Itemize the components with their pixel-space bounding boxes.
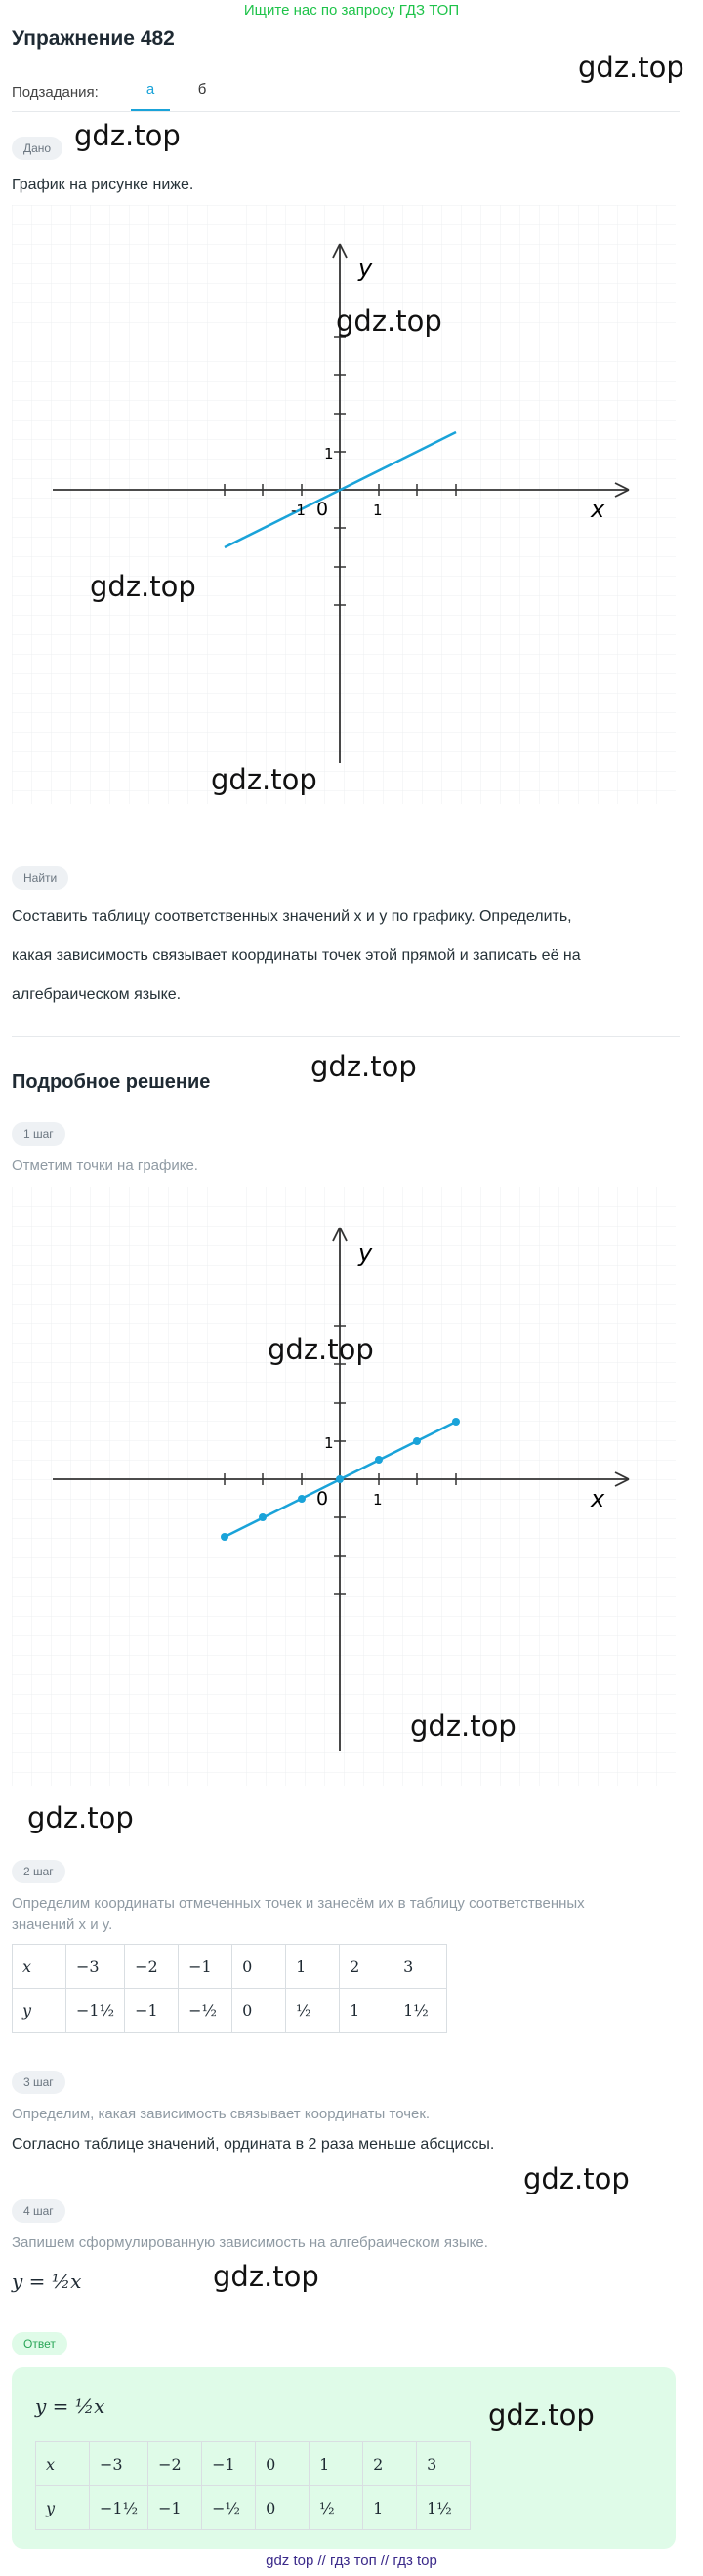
table-cell: −2 [125, 1945, 179, 1989]
table-cell: −1 [179, 1945, 232, 1989]
table-cell: −1 [125, 1989, 179, 2033]
table-cell: y [13, 1989, 66, 2033]
watermark: gdz.top [74, 119, 181, 152]
graph-y-label: y [358, 255, 373, 282]
find-text-1: Составить таблицу соответственных значений x и y по графику. Определить, [12, 908, 572, 925]
point-marker [221, 1533, 228, 1541]
top-search-link[interactable]: Ищите нас по запросу ГДЗ ТОП [243, 2, 460, 19]
table-cell: −3 [90, 2442, 148, 2486]
graph2-one-y-label: 1 [324, 1434, 334, 1452]
answer-box [12, 2367, 676, 2549]
step1-text: Отметим точки на графике. [12, 1157, 198, 1174]
table-cell: x [36, 2442, 90, 2486]
step2-text-2: значений x и y. [12, 1916, 113, 1933]
graph2-x-label: x [591, 1485, 605, 1512]
step3-tag: 3 шаг [12, 2071, 65, 2094]
table-row [13, 1989, 447, 2033]
table-cell: 2 [340, 1945, 393, 1989]
table-row [13, 1945, 447, 1989]
step4-text: Запишем сформулированную зависимость на алгебраическом языке. [12, 2234, 488, 2251]
watermark: gdz.top [310, 1050, 417, 1083]
table-cell: y [36, 2486, 90, 2530]
find-divider [12, 1036, 680, 1037]
watermark: gdz.top [410, 1710, 517, 1743]
point-marker [452, 1418, 460, 1426]
find-text-3: алгебраическом языке. [12, 986, 182, 1003]
watermark: gdz.top [268, 1333, 374, 1366]
table-cell: 0 [256, 2442, 310, 2486]
graph-given [12, 205, 676, 804]
point-marker [298, 1495, 306, 1503]
subtask-tab-b[interactable]: б [197, 81, 207, 98]
table-cell: −½ [179, 1989, 232, 2033]
footer-links[interactable]: gdz top // гдз топ // гдз top [266, 2553, 437, 2569]
answer-formula: y = ½x [35, 2395, 105, 2418]
table-cell: −1½ [90, 2486, 148, 2530]
subtask-tab-a[interactable]: а [145, 81, 155, 98]
watermark: gdz.top [523, 2162, 630, 2195]
given-tag: Дано [12, 137, 62, 160]
graph2-origin-label: 0 [316, 1488, 329, 1509]
point-marker [259, 1513, 267, 1521]
table-cell: 1 [310, 2442, 363, 2486]
watermark: gdz.top [336, 304, 442, 338]
graph-x-label: x [591, 496, 605, 523]
watermark: gdz.top [578, 51, 684, 84]
step2-tag: 2 шаг [12, 1860, 65, 1883]
point-marker [336, 1475, 344, 1483]
table-cell: x [13, 1945, 66, 1989]
answer-table [35, 2441, 471, 2530]
graph-one-y-label: 1 [324, 445, 334, 463]
watermark: gdz.top [213, 2260, 319, 2293]
subtasks-divider [12, 111, 680, 112]
table-cell: 3 [417, 2442, 471, 2486]
table-cell: 0 [256, 2486, 310, 2530]
table-cell: −3 [66, 1945, 125, 1989]
graph-minus-one-label: -1 [291, 502, 306, 519]
values-table [12, 1944, 447, 2033]
watermark: gdz.top [211, 763, 317, 796]
table-cell: 1 [340, 1989, 393, 2033]
step4-formula: y = ½x [12, 2270, 82, 2293]
table-cell: 0 [232, 1945, 286, 1989]
table-row [36, 2442, 471, 2486]
find-text-2: какая зависимость связывает координаты точек этой прямой и записать её на [12, 947, 581, 964]
table-cell: 1½ [393, 1989, 447, 2033]
watermark: gdz.top [488, 2398, 595, 2432]
point-marker [413, 1437, 421, 1445]
step4-tag: 4 шаг [12, 2199, 65, 2223]
point-marker [375, 1456, 383, 1464]
graph-origin-label: 0 [316, 499, 329, 520]
table-cell: 1 [286, 1945, 340, 1989]
table-cell: −1 [148, 2486, 202, 2530]
step1-tag: 1 шаг [12, 1122, 65, 1146]
table-cell: −½ [202, 2486, 256, 2530]
page-title: Упражнение 482 [12, 27, 175, 50]
table-cell: 3 [393, 1945, 447, 1989]
step3-text: Определим, какая зависимость связывает координаты точек. [12, 2106, 431, 2122]
table-cell: 2 [363, 2442, 417, 2486]
table-cell: ½ [310, 2486, 363, 2530]
graph2-y-label: y [358, 1239, 373, 1267]
table-cell: 1 [363, 2486, 417, 2530]
subtasks-label: Подзадания: [12, 84, 99, 101]
watermark: gdz.top [90, 570, 196, 603]
table-row [36, 2486, 471, 2530]
table-cell: −1½ [66, 1989, 125, 2033]
answer-tag: Ответ [12, 2332, 67, 2355]
table-cell: −2 [148, 2442, 202, 2486]
table-cell: ½ [286, 1989, 340, 2033]
watermark: gdz.top [27, 1801, 134, 1834]
table-cell: −1 [202, 2442, 256, 2486]
table-cell: 1½ [417, 2486, 471, 2530]
step3-conclusion: Согласно таблице значений, ордината в 2 раза меньше абсциссы. [12, 2136, 495, 2153]
given-text: График на рисунке ниже. [12, 177, 194, 193]
solution-title: Подробное решение [12, 1071, 211, 1093]
table-cell: 0 [232, 1989, 286, 2033]
graph-step1 [12, 1187, 676, 1786]
find-tag: Найти [12, 866, 68, 890]
graph2-one-x-label: 1 [373, 1491, 383, 1509]
step2-text-1: Определим координаты отмеченных точек и занесём их в таблицу соответственных [12, 1895, 585, 1912]
graph-one-x-label: 1 [373, 502, 383, 519]
